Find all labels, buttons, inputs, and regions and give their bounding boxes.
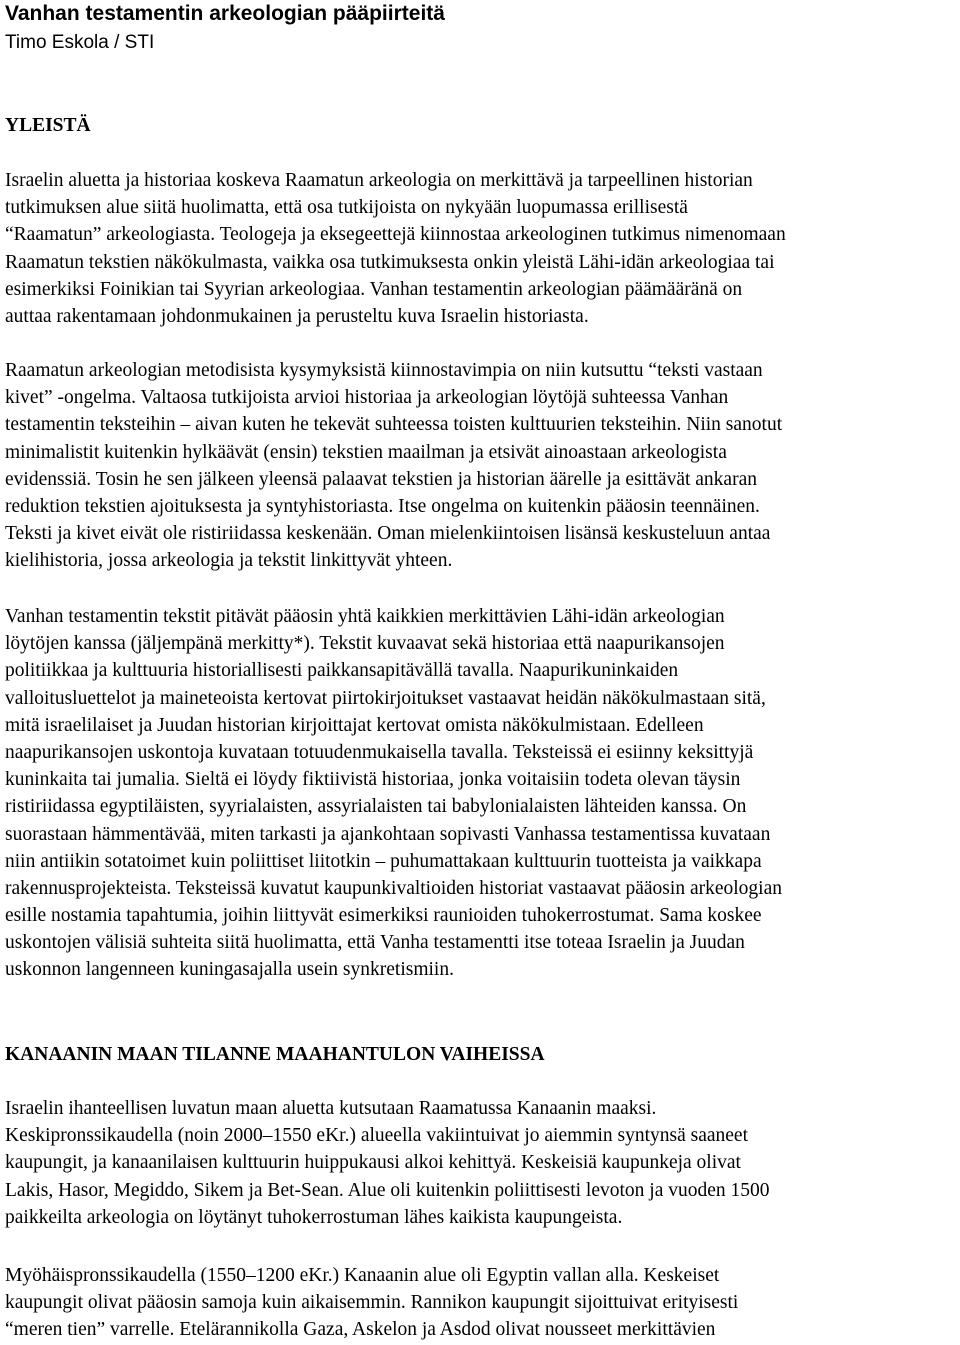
text-line: löytöjen kanssa (jäljempänä merkitty*). Tekstit kuvaavat sekä historiaa että naapurikansojen	[5, 633, 725, 655]
section-heading-kanaanin: KANAANIN MAAN TILANNE MAAHANTULON VAIHEISSA	[5, 1044, 545, 1065]
text-line: Keskipronssikaudella (noin 2000–1550 eKr.) alueella vakiintuivat jo aiemmin syntynsä saaneet	[5, 1125, 748, 1147]
text-line: kaupungit, ja kanaanilaisen kulttuurin huippukausi alkoi kehittyä. Keskeisiä kaupunkeja olivat	[5, 1152, 741, 1174]
text-line: esimerkiksi Foinikian tai Syyrian arkeologiaa. Vanhan testamentin arkeologian päämääränä on	[5, 278, 743, 300]
paragraph	[5, 167, 957, 330]
text-line: Israelin aluetta ja historiaa koskeva Raamatun arkeologia on merkittävä ja tarpeellinen historian	[5, 170, 753, 191]
text-line: paikkeilta arkeologia on löytänyt tuhokerrostuman lähes kaikista kaupungeista.	[5, 1206, 623, 1228]
text-line: minimalistit kuitenkin hylkäävät (ensin) tekstien maailman ja etsivät ainoastaan arkeologista	[5, 441, 727, 463]
paragraph	[5, 603, 957, 984]
text-line: kuninkaita tai jumalia. Sieltä ei löydy fiktiivistä historiaa, jonka voitaisiin todeta olevan täysin	[5, 769, 741, 791]
text-line: mitä israelilaiset ja Juudan historian kirjoittajat kertovat omista näkökulmistaan. Edelleen	[5, 714, 704, 736]
paragraph	[5, 1095, 957, 1231]
text-line: “meren tien” varrelle. Etelärannikolla Gaza, Askelon ja Asdod olivat nousseet merkittävien	[5, 1319, 716, 1341]
text-line: Raamatun tekstien näkökulmasta, vaikka osa tutkimuksesta onkin yleistä Lähi-idän arkeologiaa tai	[5, 251, 775, 273]
text-line: Lakis, Hasor, Megiddo, Sikem ja Bet-Sean. Alue oli kuitenkin poliittisesti levoton ja vuoden 1500	[5, 1179, 770, 1201]
text-line: valloitusluettelot ja maineteoista kertovat piirtokirjoitukset vastaavat heidän näkökulmastaan sitä,	[5, 687, 766, 709]
paragraph	[5, 1262, 957, 1344]
document-title: Vanhan testamentin arkeologian pääpiirteitä	[5, 2, 445, 25]
text-line: kielihistoria, jossa arkeologia ja tekstit linkittyvät yhteen.	[5, 550, 453, 572]
text-line: rakennusprojekteista. Teksteissä kuvatut kaupunkivaltioiden historiat vastaavat pääosin arkeologian	[5, 877, 782, 899]
text-line: Vanhan testamentin tekstit pitävät pääosin yhtä kaikkien merkittävien Lähi-idän arkeologian	[5, 606, 725, 627]
text-line: evidenssiä. Tosin he sen jälkeen yleensä palaavat tekstien ja historian äärelle ja esittävät ankaran	[5, 468, 757, 490]
text-line: niin antiikin sotatoimet kuin poliittiset liitotkin – puhumattakaan kulttuurin tuotteista ja vaikkapa	[5, 850, 762, 872]
text-line: reduktion tekstien ajoituksesta ja syntyhistoriasta. Itse ongelma on kuitenkin pääosin teennäinen.	[5, 495, 760, 517]
paragraph	[5, 357, 957, 575]
text-line: esille nostamia tapahtumia, joihin liittyvät esimerkiksi raunioiden tuhokerrostumat. Sama koskee	[5, 905, 762, 927]
text-line: kivet” -ongelma. Valtaosa tutkijoista arvioi historiaa ja arkeologian löytöjä suhteessa Vanhan	[5, 387, 729, 409]
text-line: naapurikansojen uskontoja kuvataan totuudenmukaisella tavalla. Teksteissä ei esiinny keksittyjä	[5, 741, 754, 763]
document-author: Timo Eskola / STI	[5, 32, 155, 53]
text-line: “Raamatun” arkeologiasta. Teologeja ja eksegeettejä kiinnostaa arkeologinen tutkimus nimenomaan	[5, 224, 786, 246]
text-line: auttaa rakentamaan johdonmukainen ja perusteltu kuva Israelin historiasta.	[5, 305, 589, 327]
text-line: Teksti ja kivet eivät ole ristiriidassa keskenään. Oman mielenkiintoisen lisänsä keskusteluun antaa	[5, 523, 771, 545]
text-line: Israelin ihanteellisen luvatun maan aluetta kutsutaan Raamatussa Kanaanin maaksi.	[5, 1098, 657, 1119]
text-line: tutkimuksen alue siitä huolimatta, että osa tutkijoista on nykyään luopumassa erillisestä	[5, 197, 688, 219]
text-line: uskonnon langenneen kuningasajalla usein synkretismiin.	[5, 959, 454, 981]
text-line: Myöhäispronssikaudella (1550–1200 eKr.) Kanaanin alue oli Egyptin vallan alla. Keskeiset	[5, 1265, 720, 1286]
text-line: testamentin teksteihin – aivan kuten he tekevät suhteessa toisten kulttuurien teksteihin. Niin sanotut	[5, 414, 783, 436]
text-line: Raamatun arkeologian metodisista kysymyksistä kiinnostavimpia on niin kutsuttu “teksti vastaan	[5, 360, 763, 381]
text-line: uskontojen välisiä suhteita siitä huolimatta, että Vanha testamentti itse toteaa Israelin ja Juudan	[5, 932, 745, 954]
section-heading-yleista: YLEISTÄ	[5, 115, 91, 136]
text-line: politiikkaa ja kulttuuria historiallisesti paikkansapitävällä tavalla. Naapurikuninkaiden	[5, 660, 679, 682]
text-line: kaupungit olivat pääosin samoja kuin aikaisemmin. Rannikon kaupungit sijoittuivat erityisesti	[5, 1292, 739, 1314]
text-line: ristiriidassa egyptiläisten, syyrialaisten, assyrialaisten tai babylonialaisten lähteiden kanssa. On	[5, 796, 747, 818]
text-line: suorastaan hämmentävää, miten tarkasti ja ajankohtaan sopivasti Vanhassa testamentissa kuvataan	[5, 823, 771, 845]
